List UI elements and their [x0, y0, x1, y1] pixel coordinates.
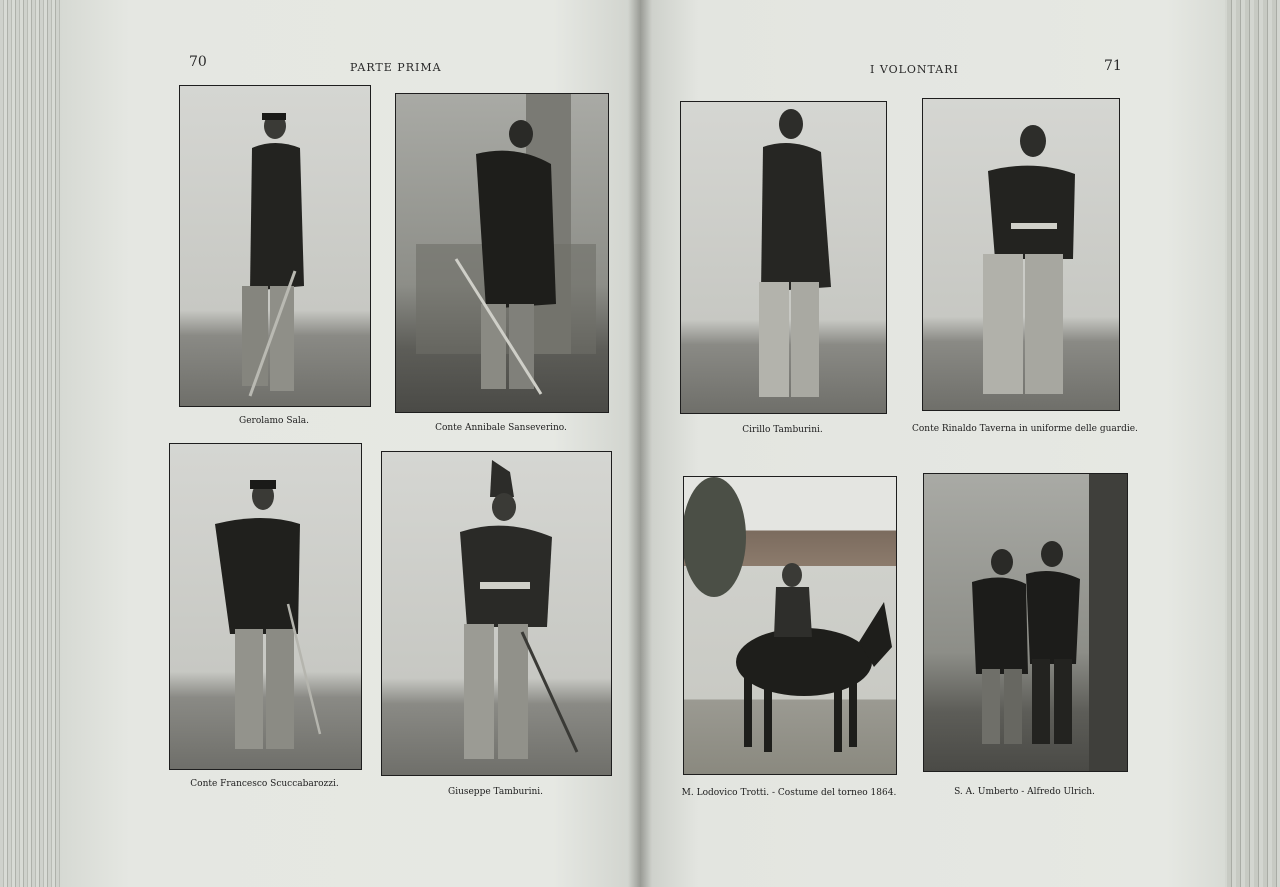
caption-lodovico-trotti: M. Lodovico Trotti. - Costume del torneo 1864. — [681, 788, 897, 798]
left-page-number: 70 — [189, 54, 207, 70]
figure-soldier-icon — [180, 86, 370, 406]
figure-soldier-icon — [170, 444, 361, 769]
figure-horseman-icon — [684, 477, 896, 774]
caption-annibale-sanseverino: Conte Annibale Sanseverino. — [435, 423, 567, 433]
caption-francesco-scuccabarozzi: Conte Francesco Scuccabarozzi. — [190, 779, 339, 789]
right-running-header: I VOLONTARI — [870, 63, 959, 76]
left-running-header: PARTE PRIMA — [350, 61, 442, 74]
page-stack-right — [1218, 0, 1280, 887]
photo-cirillo-tamburini — [680, 101, 887, 414]
photo-lodovico-trotti — [683, 476, 897, 775]
figure-soldier-icon — [396, 94, 608, 412]
caption-umberto-ulrich: S. A. Umberto - Alfredo Ulrich. — [954, 787, 1095, 797]
photo-giuseppe-tamburini — [381, 451, 612, 776]
caption-gerolamo-sala: Gerolamo Sala. — [239, 416, 309, 426]
caption-rinaldo-taverna: Conte Rinaldo Taverna in uniforme delle guardie. — [912, 424, 1138, 434]
right-page-number: 71 — [1104, 58, 1122, 74]
photo-umberto-ulrich — [923, 473, 1128, 772]
photo-gerolamo-sala — [179, 85, 371, 407]
figure-pair-icon — [924, 474, 1127, 771]
figure-civilian-icon — [681, 102, 886, 413]
book-gutter — [628, 0, 652, 887]
photo-annibale-sanseverino — [395, 93, 609, 413]
photo-rinaldo-taverna — [922, 98, 1120, 411]
caption-giuseppe-tamburini: Giuseppe Tamburini. — [448, 787, 543, 797]
figure-soldier-icon — [923, 99, 1119, 410]
figure-soldier-icon — [382, 452, 611, 775]
caption-cirillo-tamburini: Cirillo Tamburini. — [742, 425, 823, 435]
photo-francesco-scuccabarozzi — [169, 443, 362, 770]
